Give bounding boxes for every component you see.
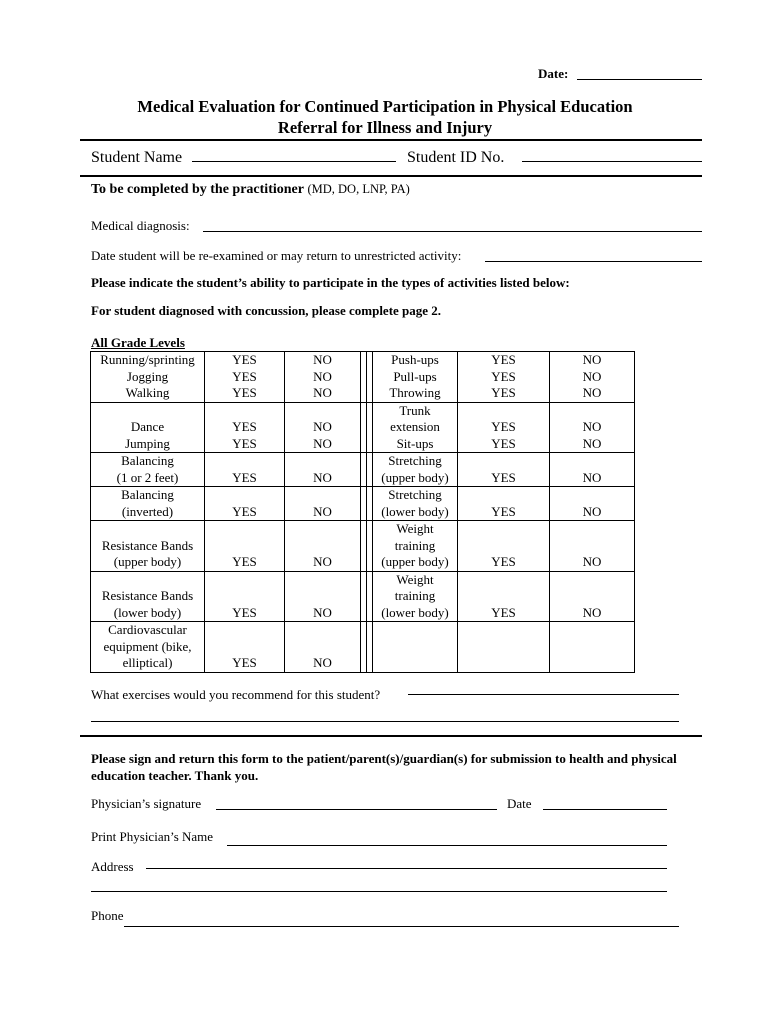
activity-cell: Stretching (lower body) bbox=[373, 487, 458, 521]
no-option[interactable]: NO bbox=[285, 453, 361, 487]
table-row bbox=[91, 453, 635, 487]
no-option[interactable]: NO bbox=[550, 487, 635, 521]
activity-cell: Dance Jumping bbox=[91, 402, 205, 453]
phone-label: Phone bbox=[91, 908, 124, 923]
student-name-field[interactable] bbox=[192, 161, 396, 162]
title-line-2: Referral for Illness and Injury bbox=[277, 118, 493, 137]
yes-option[interactable]: YES bbox=[458, 487, 550, 521]
date-label: Date: bbox=[538, 66, 569, 81]
no-option[interactable]: NO bbox=[285, 487, 361, 521]
title-line-1: Medical Evaluation for Continued Participation in Physical Education bbox=[137, 97, 633, 116]
activities-table bbox=[90, 351, 635, 673]
address-label: Address bbox=[91, 859, 134, 874]
no-option[interactable]: NO NO NO bbox=[550, 352, 635, 403]
recommend-field[interactable] bbox=[408, 694, 679, 695]
yes-option[interactable]: YES YES bbox=[205, 402, 285, 453]
no-option[interactable]: NO bbox=[550, 453, 635, 487]
no-option[interactable]: NO bbox=[285, 521, 361, 572]
no-option[interactable]: NO bbox=[285, 622, 361, 673]
empty-cell bbox=[458, 622, 550, 673]
table-row bbox=[91, 521, 635, 572]
activity-cell: Running/sprinting Jogging Walking bbox=[91, 352, 205, 403]
divider bbox=[80, 139, 702, 141]
address-field[interactable] bbox=[146, 868, 667, 869]
reexam-date-field[interactable] bbox=[485, 261, 702, 262]
address-field-line-2[interactable] bbox=[91, 891, 667, 892]
activity-cell: Cardiovascular equipment (bike, elliptical) bbox=[91, 622, 205, 673]
yes-option[interactable]: YES bbox=[205, 487, 285, 521]
yes-option[interactable]: YES YES YES bbox=[458, 352, 550, 403]
no-option[interactable]: NO bbox=[285, 571, 361, 622]
table-row bbox=[91, 402, 635, 453]
activity-cell: Weight training (lower body) bbox=[373, 571, 458, 622]
diagnosis-field[interactable] bbox=[203, 231, 702, 232]
divider bbox=[80, 175, 702, 177]
empty-cell bbox=[373, 622, 458, 673]
divider bbox=[80, 735, 702, 737]
date-field[interactable] bbox=[577, 79, 702, 80]
yes-option[interactable]: YES bbox=[205, 521, 285, 572]
yes-option[interactable]: YES bbox=[205, 453, 285, 487]
reexam-label: Date student will be re-examined or may return to unrestricted activity: bbox=[91, 248, 462, 263]
print-name-label: Print Physician’s Name bbox=[91, 829, 214, 844]
student-name-label: Student Name bbox=[91, 149, 183, 166]
yes-option[interactable]: YES YES bbox=[458, 402, 550, 453]
signature-label: Physician’s signature bbox=[91, 796, 202, 811]
activity-cell: Resistance Bands (upper body) bbox=[91, 521, 205, 572]
activity-cell: Balancing (inverted) bbox=[91, 487, 205, 521]
student-id-label: Student ID No. bbox=[407, 149, 505, 166]
practitioner-credentials: (MD, DO, LNP, PA) bbox=[307, 182, 410, 196]
activity-cell: Balancing (1 or 2 feet) bbox=[91, 453, 205, 487]
no-option[interactable]: NO bbox=[550, 571, 635, 622]
table-row bbox=[91, 571, 635, 622]
recommend-label: What exercises would you recommend for this student? bbox=[91, 687, 381, 702]
student-id-field[interactable] bbox=[522, 161, 702, 162]
yes-option[interactable]: YES bbox=[458, 521, 550, 572]
page-title bbox=[0, 96, 770, 138]
concussion-instructions: For student diagnosed with concussion, please complete page 2. bbox=[91, 303, 442, 318]
empty-cell bbox=[550, 622, 635, 673]
yes-option[interactable]: YES bbox=[205, 571, 285, 622]
print-name-field[interactable] bbox=[227, 845, 667, 846]
indicate-instructions: Please indicate the student’s ability to participate in the types of activities listed below: bbox=[91, 275, 570, 290]
grade-levels-heading: All Grade Levels bbox=[91, 335, 185, 350]
table-row bbox=[91, 622, 635, 673]
recommend-field-line-2[interactable] bbox=[91, 721, 679, 722]
yes-option[interactable]: YES bbox=[458, 453, 550, 487]
activity-cell: Stretching (upper body) bbox=[373, 453, 458, 487]
diagnosis-label: Medical diagnosis: bbox=[91, 218, 190, 233]
yes-option[interactable]: YES bbox=[205, 622, 285, 673]
no-option[interactable]: NO NO bbox=[285, 402, 361, 453]
phone-field[interactable] bbox=[124, 926, 679, 927]
activity-cell: Trunk extension Sit-ups bbox=[373, 402, 458, 453]
sign-date-label: Date bbox=[507, 796, 532, 811]
yes-option[interactable]: YES YES YES bbox=[205, 352, 285, 403]
signature-field[interactable] bbox=[216, 809, 497, 810]
yes-option[interactable]: YES bbox=[458, 571, 550, 622]
sign-date-field[interactable] bbox=[543, 809, 667, 810]
return-instructions: Please sign and return this form to the patient/parent(s)/guardian(s) for submission to health and physical education teacher. Thank you. bbox=[91, 751, 677, 783]
no-option[interactable]: NO bbox=[550, 521, 635, 572]
no-option[interactable]: NO NO NO bbox=[285, 352, 361, 403]
activity-cell: Weight training (upper body) bbox=[373, 521, 458, 572]
practitioner-heading-text: To be completed by the practitioner bbox=[91, 182, 304, 197]
activity-cell: Resistance Bands (lower body) bbox=[91, 571, 205, 622]
activity-cell: Push-ups Pull-ups Throwing bbox=[373, 352, 458, 403]
practitioner-heading bbox=[91, 182, 410, 198]
table-row bbox=[91, 487, 635, 521]
table-row bbox=[91, 352, 635, 403]
no-option[interactable]: NO NO bbox=[550, 402, 635, 453]
